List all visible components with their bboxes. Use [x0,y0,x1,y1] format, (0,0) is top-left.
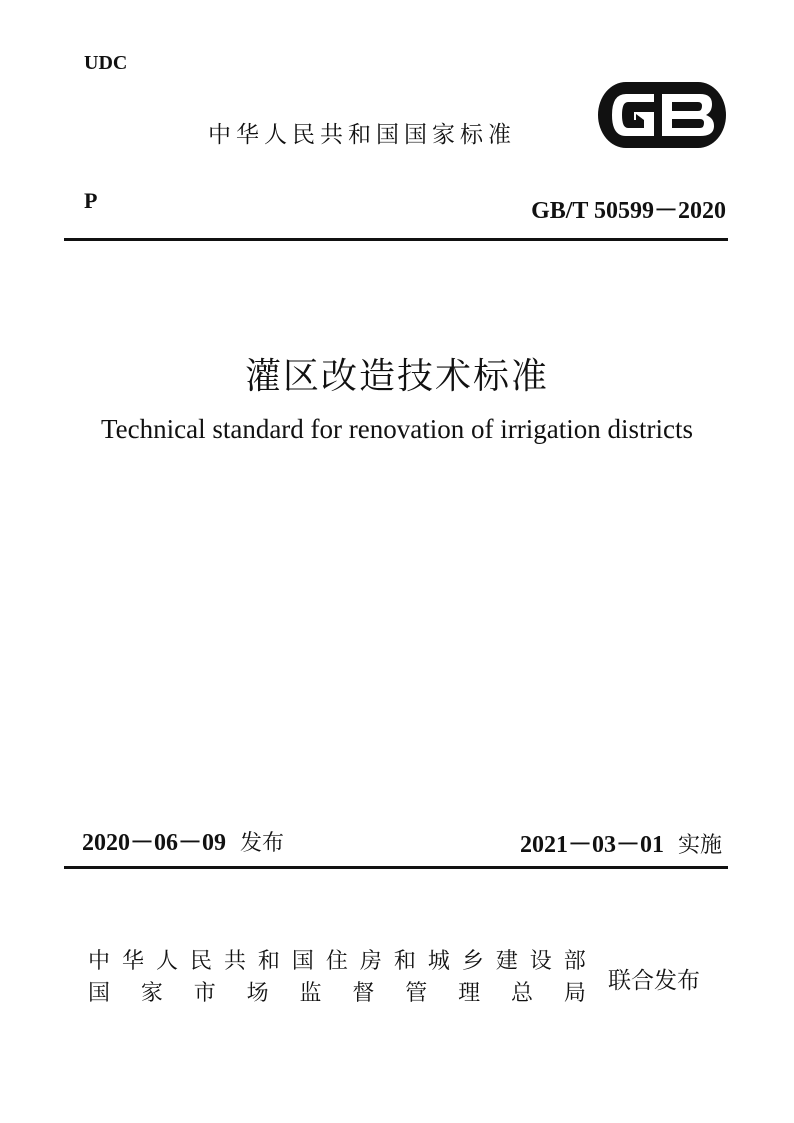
char: 国 [291,949,314,974]
char: 民 [189,949,212,974]
implementation-date [520,824,722,859]
char: 设 [529,949,552,974]
char: 乡 [461,949,484,974]
char: 监 [299,981,322,1006]
char: 市 [193,981,216,1006]
udc-label: UDC [84,52,128,74]
classification-code: P [84,188,98,213]
char: 建 [495,949,518,974]
char: 总 [511,981,534,1006]
bottom-divider [64,866,728,869]
gb-logo-icon [596,80,728,150]
standard-number: GB/T 50599－2020 [531,198,726,224]
char: 理 [458,981,481,1006]
char: 场 [246,981,269,1006]
title-english: Technical standard for renovation of irrigation districts [101,414,693,444]
char: 部 [563,949,586,974]
publisher-samr [88,978,586,1010]
char: 和 [393,949,416,974]
implementation-label: 实施 [677,833,722,858]
char: 住 [325,949,348,974]
issue-date [82,822,284,857]
char: 人 [155,949,178,974]
national-standard-heading: 中华人民共和国国家标准 [208,122,516,148]
char: 共 [223,949,246,974]
char: 中 [88,949,111,974]
char: 家 [140,981,163,1006]
top-divider [64,238,728,241]
publisher-mohurd [88,946,586,978]
issue-label: 发布 [240,831,285,856]
char: 国 [88,981,111,1006]
joint-release-label: 联合发布 [608,968,700,994]
char: 管 [405,981,428,1006]
char: 房 [359,949,382,974]
char: 局 [563,981,586,1006]
publishers-block [88,946,586,1010]
char: 城 [427,949,450,974]
char: 督 [352,981,375,1006]
char: 和 [257,949,280,974]
implementation-date-value: 2021－03－01 [519,832,664,858]
title-chinese: 灌区改造技术标准 [244,356,549,397]
char: 华 [121,949,144,974]
issue-date-value: 2020－06－09 [82,830,226,856]
